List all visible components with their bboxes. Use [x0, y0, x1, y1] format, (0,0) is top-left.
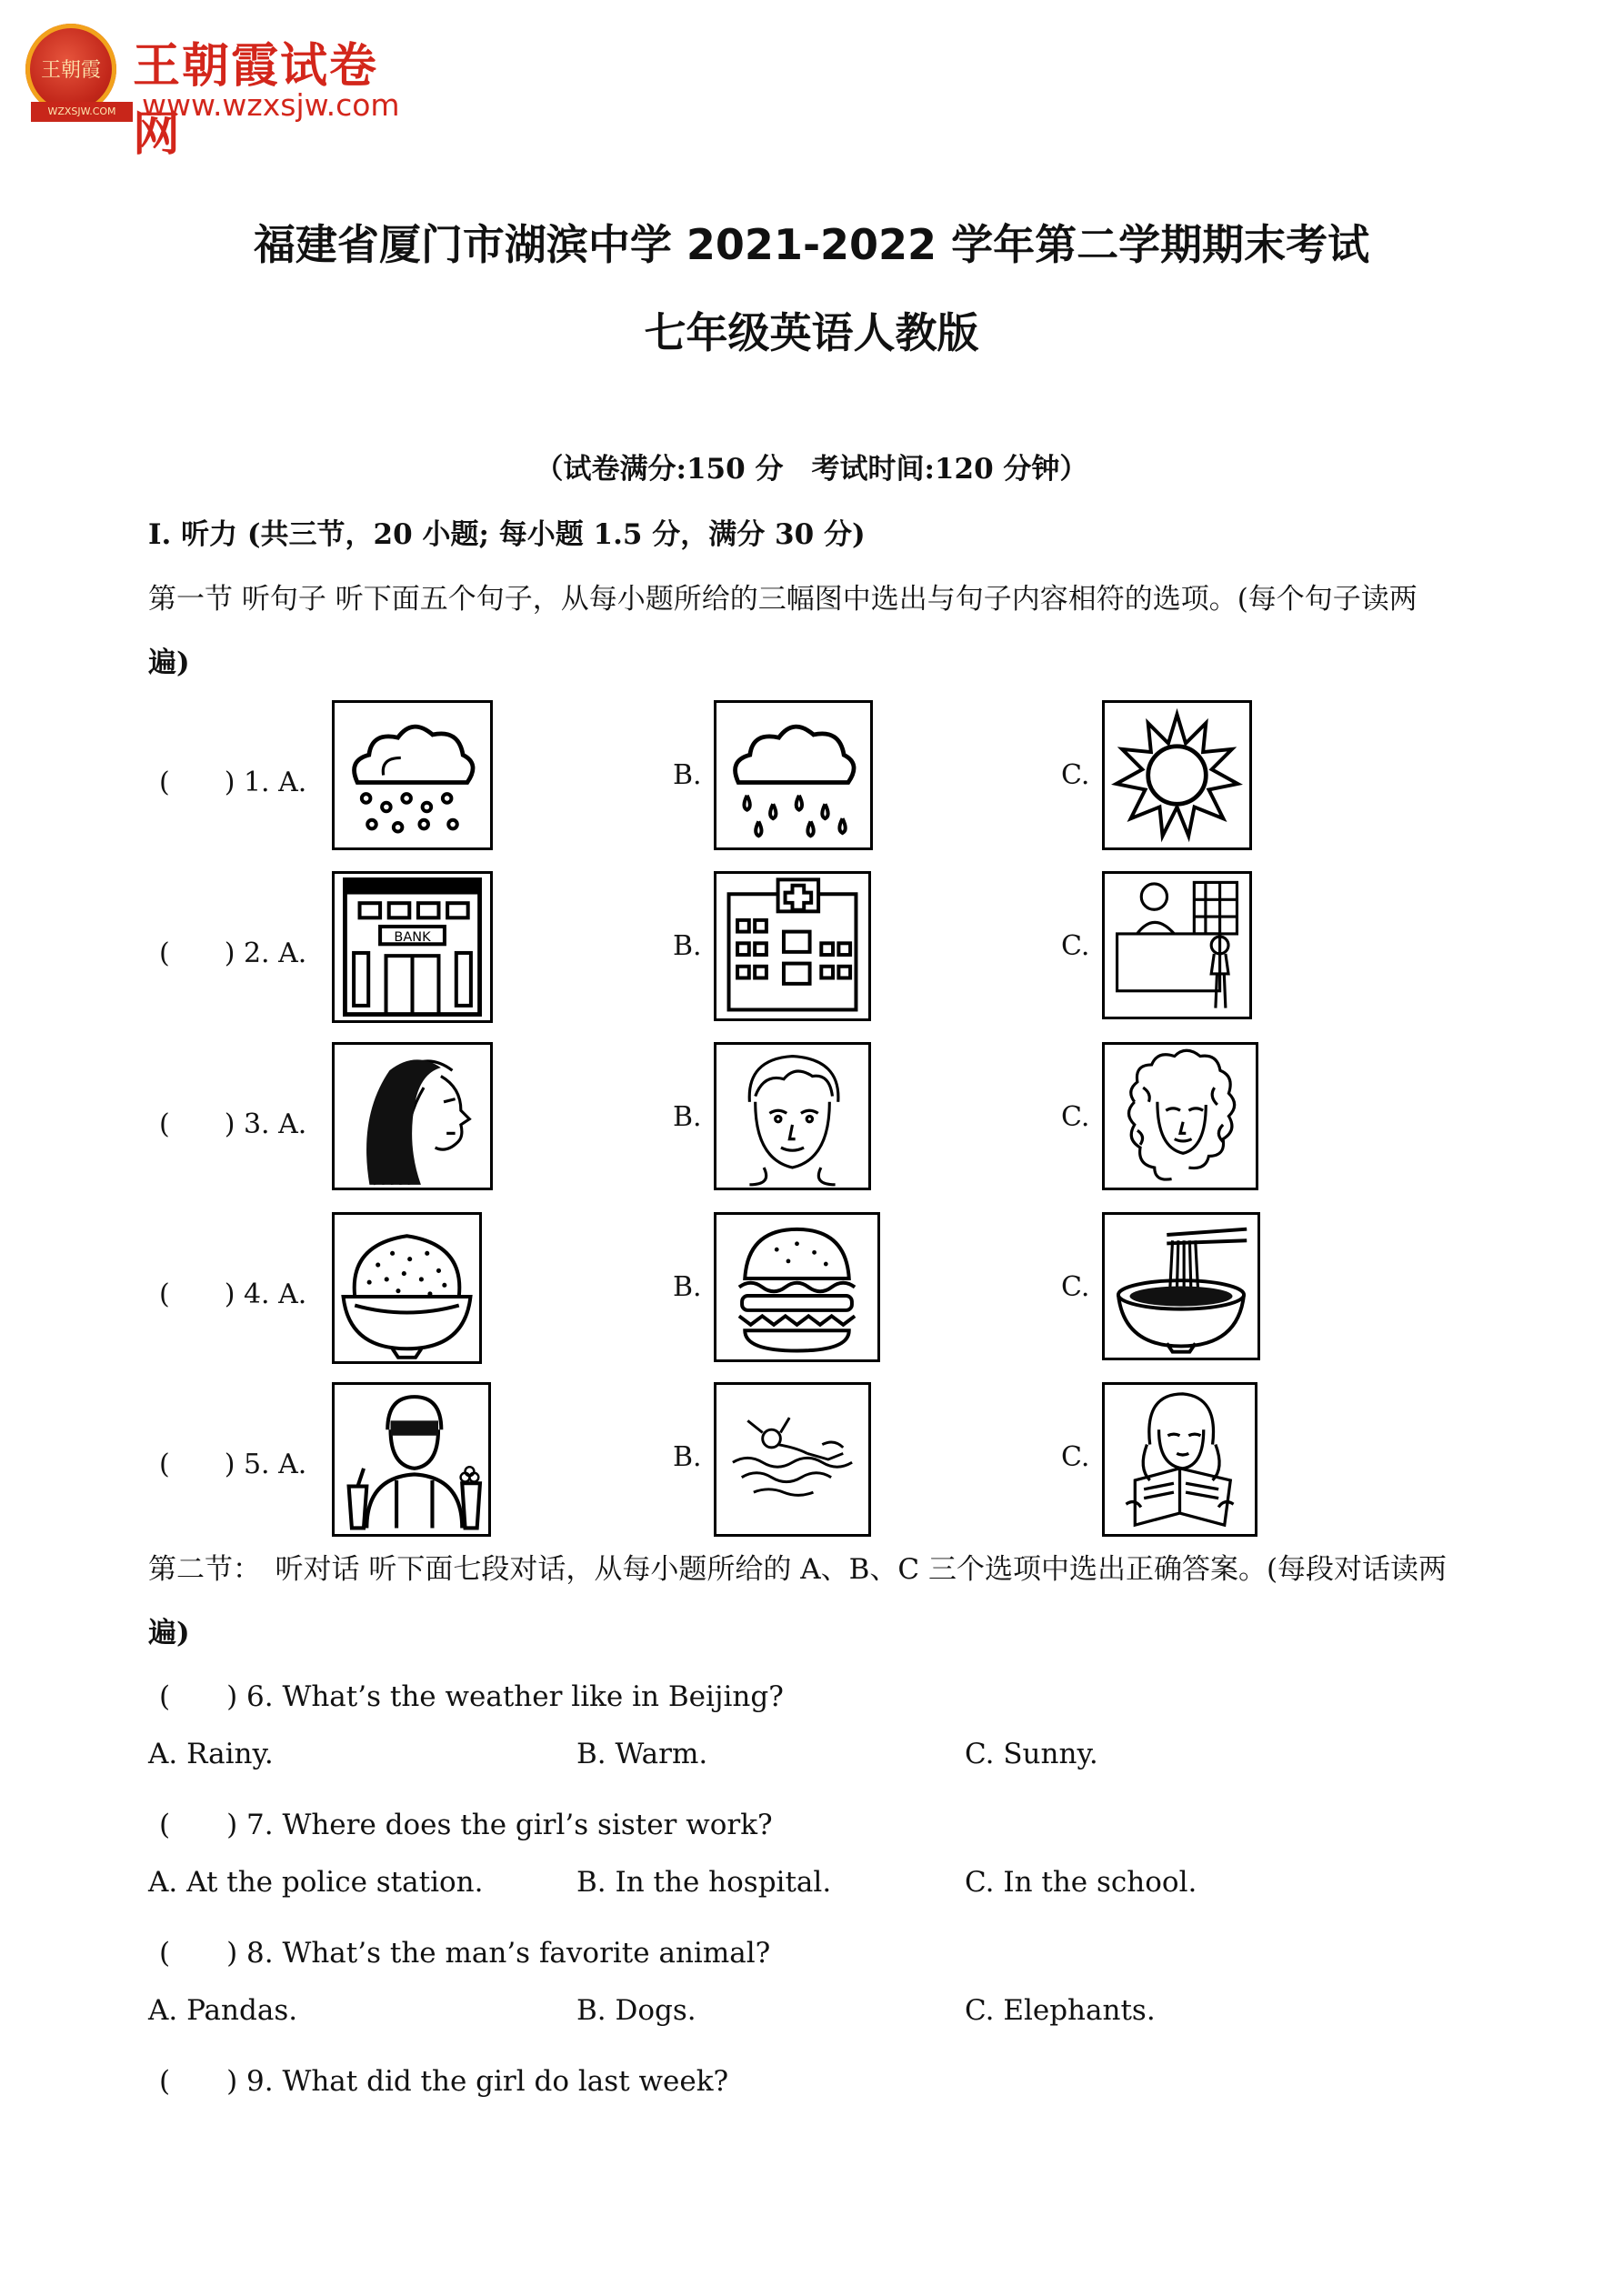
q6-option-c: C. Sunny. — [965, 1738, 1098, 1770]
q8-option-b: B. Dogs. — [576, 1994, 696, 2027]
bank-building-icon[interactable] — [332, 871, 493, 1023]
short-hair-child-icon[interactable] — [714, 1042, 871, 1190]
exam-subtitle: 七年级英语人教版 — [644, 308, 979, 357]
part1-instructions: 第一节 听句子 听下面五个句子，从每小题所给的三幅图中选出与句子内容相符的选项。(每个句子读两 — [148, 583, 1418, 616]
q7-option-b: B. In the hospital. — [576, 1866, 832, 1899]
picture-question-5 — [0, 1382, 1623, 1537]
question-label: ( ) 1. A. — [159, 767, 307, 798]
question-9: ( ) 9. What did the girl do last week? — [159, 2065, 729, 2098]
q7-option-c: C. In the school. — [965, 1866, 1197, 1899]
option-c-label: C. — [1061, 759, 1090, 791]
part1-instructions-cont: 遍) — [148, 647, 190, 679]
question-label: ( ) 3. A. — [159, 1108, 307, 1140]
question-8: ( ) 8. What’s the man’s favorite animal? — [159, 1937, 771, 1970]
option-b-label: B. — [673, 1101, 702, 1133]
q7-option-a: A. At the police station. — [148, 1866, 484, 1899]
question-7: ( ) 7. Where does the girl’s sister work? — [159, 1809, 773, 1841]
exam-info: （试卷满分:150 分 考试时间:120 分钟） — [535, 453, 1088, 486]
q8-option-c: C. Elephants. — [965, 1994, 1156, 2027]
library-desk-icon[interactable] — [1102, 871, 1252, 1019]
bank-sign: BANK — [394, 930, 431, 946]
noodles-bowl-icon[interactable] — [1102, 1212, 1260, 1360]
curly-hair-woman-icon[interactable] — [1102, 1042, 1258, 1190]
girl-reading-icon[interactable] — [1102, 1382, 1257, 1537]
swimmer-icon[interactable] — [714, 1382, 871, 1537]
movie-watcher-icon[interactable] — [332, 1382, 491, 1537]
logo-seal-icon: 王朝霞 — [25, 24, 116, 115]
rain-cloud-icon[interactable] — [714, 700, 873, 850]
q8-option-a: A. Pandas. — [148, 1994, 298, 2027]
logo-ribbon: WZXSJW.COM — [31, 102, 133, 122]
picture-question-4 — [0, 1212, 1623, 1367]
option-c-label: C. — [1061, 1441, 1090, 1473]
question-label: ( ) 4. A. — [159, 1278, 307, 1310]
option-c-label: C. — [1061, 1271, 1090, 1303]
question-label: ( ) 2. A. — [159, 937, 307, 969]
option-b-label: B. — [673, 1271, 702, 1303]
hospital-building-icon[interactable] — [714, 871, 871, 1021]
picture-question-3 — [0, 1042, 1623, 1197]
option-c-label: C. — [1061, 1101, 1090, 1133]
snow-cloud-icon[interactable] — [332, 700, 493, 850]
q6-option-b: B. Warm. — [576, 1738, 708, 1770]
sun-icon[interactable] — [1102, 700, 1252, 850]
option-c-label: C. — [1061, 930, 1090, 962]
section-heading: I. 听力 (共三节，20 小题; 每小题 1.5 分，满分 30 分) — [148, 518, 866, 551]
option-b-label: B. — [673, 930, 702, 962]
logo-url[interactable]: www.wzxsjw.com — [142, 87, 400, 123]
hamburger-icon[interactable] — [714, 1212, 880, 1362]
question-label: ( ) 5. A. — [159, 1449, 307, 1480]
exam-title: 福建省厦门市湖滨中学 2021-2022 学年第二学期期末考试 — [253, 220, 1370, 269]
logo-title: 王朝霞试卷网 — [133, 39, 379, 162]
q6-option-a: A. Rainy. — [148, 1738, 274, 1770]
part2-instructions-cont: 遍) — [148, 1617, 190, 1649]
site-logo[interactable] — [25, 24, 416, 162]
option-b-label: B. — [673, 759, 702, 791]
long-straight-hair-woman-icon[interactable] — [332, 1042, 493, 1190]
question-6: ( ) 6. What’s the weather like in Beijing? — [159, 1680, 784, 1713]
picture-question-2 — [0, 871, 1623, 1026]
part2-instructions: 第二节： 听对话 听下面七段对话，从每小题所给的 A、B、C 三个选项中选出正确答案。(每段对话读两 — [148, 1553, 1448, 1586]
rice-bowl-icon[interactable] — [332, 1212, 482, 1364]
option-b-label: B. — [673, 1441, 702, 1473]
picture-question-1 — [0, 700, 1623, 855]
